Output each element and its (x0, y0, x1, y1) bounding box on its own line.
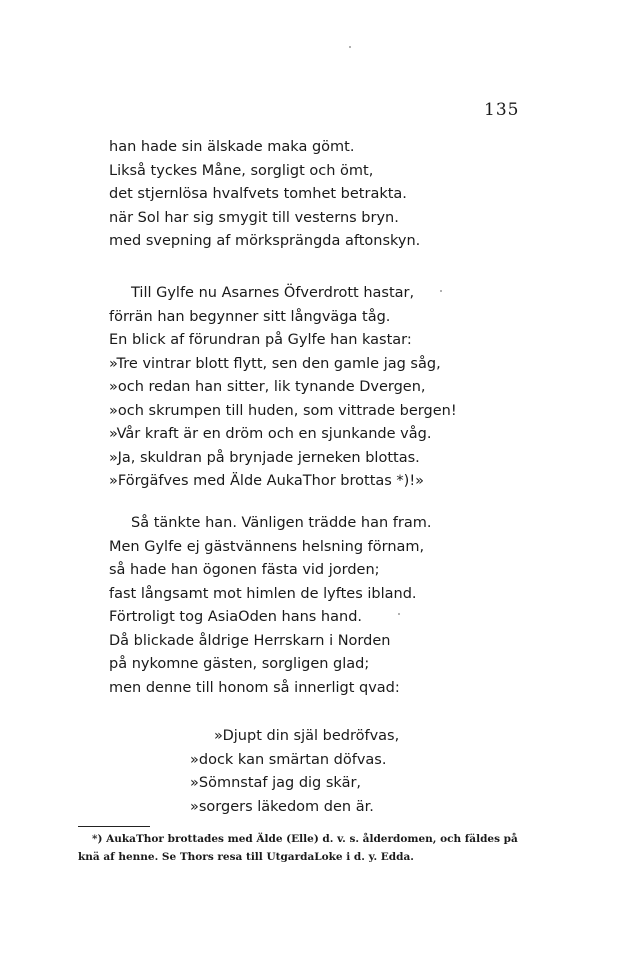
page-number: 135 (484, 100, 520, 120)
verse-line: med svepning af mörksprängda aftonskyn. (109, 233, 421, 249)
verse-line: Då blickade åldrige Herrskarn i Norden (109, 632, 391, 649)
footnote-line: *) AukaThor brottades med Älde (Elle) d. v. s. ålderdomen, och fäldes på (92, 833, 518, 845)
verse-line: »Vår kraft är en dröm och en sjunkande våg. (109, 426, 432, 442)
paper-speck (440, 290, 442, 292)
stanza-2 (109, 282, 457, 494)
verse-line: han hade sin älskade maka gömt. (109, 139, 355, 155)
verse-line: »och redan han sitter, lik tynande Dvergen, (109, 379, 426, 395)
verse-line: »Tre vintrar blott flytt, sen den gamle jag såg, (109, 355, 441, 372)
verse-line: men denne till honom så innerligt qvad: (109, 679, 400, 696)
verse-line: Men Gylfe ej gästvännens helsning förnam, (109, 538, 425, 555)
verse-line: fast långsamt mot himlen de lyftes ibland. (109, 585, 417, 602)
verse-line: »dock kan smärtan döfvas. (190, 751, 387, 768)
verse-line: »Djupt din själ bedröfvas, (214, 728, 400, 744)
stanza-3 (109, 512, 431, 700)
paper-speck (398, 613, 400, 615)
verse-line: »Ja, skuldran på brynjade jerneken blottas. (109, 449, 420, 466)
stanza-1 (109, 136, 420, 254)
verse-line: förrän han begynner sitt långväga tåg. (109, 308, 391, 325)
verse-line: »Sömnstaf jag dig skär, (190, 775, 362, 791)
verse-line: En blick af förundran på Gylfe han kastar: (109, 332, 412, 348)
verse-line: så hade han ögonen fästa vid jorden; (109, 562, 380, 578)
footnote-divider (78, 826, 150, 827)
verse-line: »sorgers läkedom den är. (190, 798, 374, 815)
verse-line: Likså tyckes Måne, sorgligt och ömt, (109, 162, 374, 179)
verse-line: på nykomne gästen, sorgligen glad; (109, 656, 370, 672)
verse-line: Till Gylfe nu Asarnes Öfverdrott hastar, (131, 285, 415, 301)
verse-line: Så tänkte han. Vänligen trädde han fram. (131, 515, 432, 531)
verse-line: när Sol har sig smygit till vesterns bryn. (109, 209, 399, 226)
verse-line: »Förgäfves med Älde AukaThor brottas *)!» (109, 473, 425, 489)
stanza-4 (190, 725, 399, 819)
footnote (78, 830, 558, 866)
verse-line: det stjernlösa hvalfvets tomhet betrakta. (109, 186, 407, 202)
verse-line: Förtroligt tog AsiaOden hans hand. (109, 609, 363, 625)
verse-line: »och skrumpen till huden, som vittrade bergen! (109, 402, 457, 419)
footnote-line: knä af henne. Se Thors resa till UtgardaLoke i d. y. Edda. (78, 851, 414, 863)
paper-speck (349, 46, 351, 48)
